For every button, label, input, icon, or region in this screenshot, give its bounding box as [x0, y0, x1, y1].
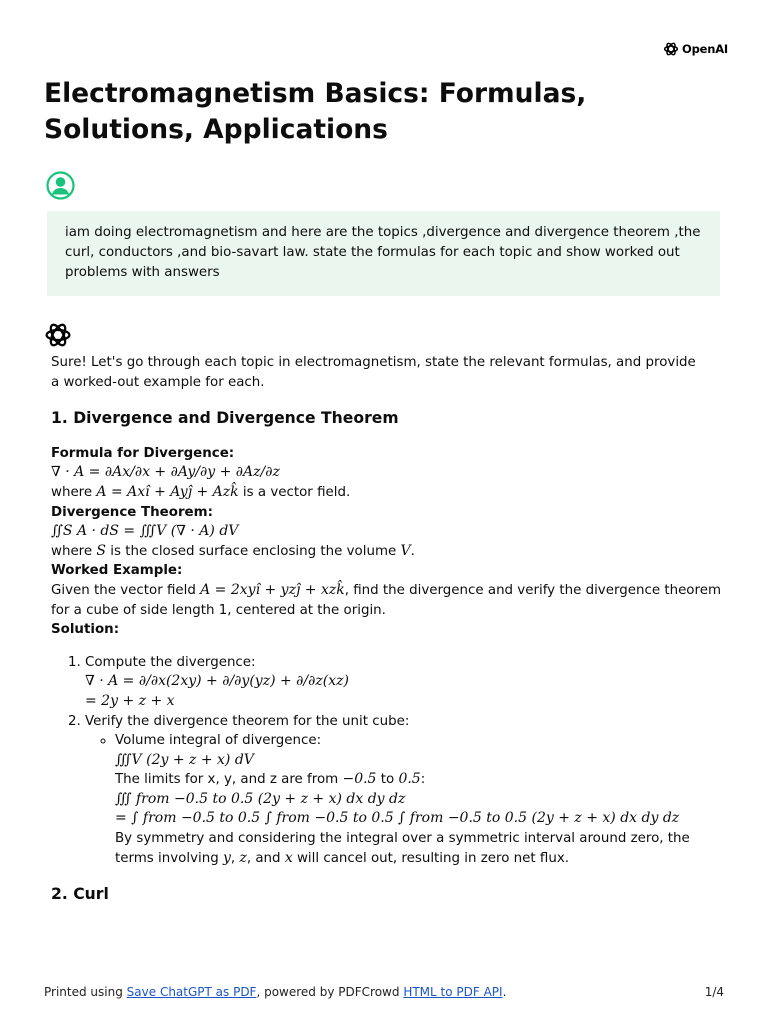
triple-integral-math: ∭ from −0.5 to 0.5 (2y + z + x) dx dy dz — [115, 790, 406, 807]
symmetry-text-b: will cancel out, resulting in zero net flux. — [296, 850, 570, 866]
example-b: , find the divergence and verify the divergence theorem for a cube of side length 1, centered at the origin. — [51, 582, 721, 618]
user-message: iam doing electromagnetism and here are the topics ,divergence and divergence theorem ,the curl, conductors ,and bio-savart law. state the formulas for each topic and show worked out problems with answers — [47, 211, 720, 296]
where-surface-line — [51, 542, 731, 562]
divergence-formula-math: ∇ · A = ∂Ax/∂x + ∂Ay/∂y + ∂Az/∂z — [51, 464, 280, 481]
assistant-answer — [51, 353, 731, 905]
limits-colon: : — [420, 772, 426, 788]
list-item — [115, 731, 731, 868]
limits-to: to — [380, 772, 395, 788]
footer-printed-using: Printed using — [44, 985, 123, 999]
footer-credits — [44, 985, 506, 999]
symbol-s: S — [96, 542, 106, 559]
solution-label: Solution: — [51, 622, 120, 638]
example-label: Worked Example: — [51, 563, 183, 579]
sym-y: y — [222, 849, 231, 866]
save-chatgpt-pdf-link[interactable]: Save ChatGPT as PDF — [126, 985, 257, 999]
limit-low: −0.5 — [342, 771, 377, 788]
openai-logo-icon — [663, 41, 679, 57]
section-heading: 1. Divergence and Divergence Theorem — [51, 409, 399, 428]
solution-steps — [51, 653, 731, 869]
page-number: 1/4 — [704, 985, 724, 999]
step1-label: Compute the divergence: — [85, 654, 256, 670]
sym-x: x — [284, 849, 293, 866]
section-heading: 2. Curl — [51, 885, 109, 904]
chatgpt-avatar-icon — [44, 321, 72, 353]
limit-high: 0.5 — [398, 771, 421, 788]
footer-period: . — [502, 985, 507, 999]
sym-and: , and — [246, 850, 281, 866]
list-item — [85, 653, 731, 712]
openai-logo — [663, 41, 728, 57]
example-a: Given the vector field — [51, 582, 196, 598]
where-suffix: is a vector field. — [242, 484, 351, 500]
iterated-integral-math: = ∫ from −0.5 to 0.5 ∫ from −0.5 to 0.5 ∫ from −0.5 to 0.5 (2y + z + x) dx dy dz — [115, 810, 680, 827]
list-item — [85, 712, 731, 869]
divergence-formula — [51, 463, 731, 483]
theorem-label: Divergence Theorem: — [51, 504, 213, 520]
formula-label: Formula for Divergence: — [51, 445, 235, 461]
page-footer — [44, 985, 724, 999]
where2-c: . — [410, 543, 415, 559]
vector-field-math: A = Axî + Ayĵ + Azk̂ — [96, 483, 239, 500]
sub-list — [85, 731, 731, 868]
step1-eq1: ∇ · A = ∂/∂x(2xy) + ∂/∂y(yz) + ∂/∂z(xz) — [85, 673, 349, 690]
step1-eq2: = 2y + z + x — [85, 692, 175, 709]
answer-intro: Sure! Let's go through each topic in electromagnetism, state the relevant formulas, and provide a worked-out example for each. — [51, 355, 696, 390]
where-line — [51, 483, 731, 503]
divergence-theorem-math: ∬S A · dS = ∭V (∇ · A) dV — [51, 523, 239, 540]
worked-example — [51, 581, 731, 620]
where-prefix: where — [51, 484, 93, 500]
limits-text: The limits for x, y, and z are from — [115, 772, 339, 788]
sym-comma: , — [230, 850, 236, 866]
footer-powered-by: , powered by PDFCrowd — [256, 985, 400, 999]
divergence-theorem — [51, 522, 731, 542]
where2-b: is the closed surface enclosing the volume — [110, 543, 397, 559]
section-divergence — [51, 409, 731, 868]
sym-z: z — [239, 849, 247, 866]
user-avatar-icon — [46, 171, 75, 204]
page-title: Electromagnetism Basics: Formulas, Solutions, Applications — [44, 78, 587, 145]
example-vector-math: A = 2xyî + yzĵ + xzk̂ — [200, 581, 345, 598]
where2-a: where — [51, 543, 93, 559]
symmetry-text-a: By symmetry and considering the integral over a symmetric interval around zero, the terms involving — [115, 831, 690, 866]
symbol-v: V — [400, 542, 411, 559]
step2-label: Verify the divergence theorem for the unit cube: — [85, 713, 410, 729]
sub-label: Volume integral of divergence: — [115, 733, 322, 749]
volume-integral-math: ∭V (2y + z + x) dV — [115, 751, 254, 768]
openai-logo-text: OpenAI — [682, 42, 728, 56]
html-to-pdf-api-link[interactable]: HTML to PDF API — [403, 985, 503, 999]
